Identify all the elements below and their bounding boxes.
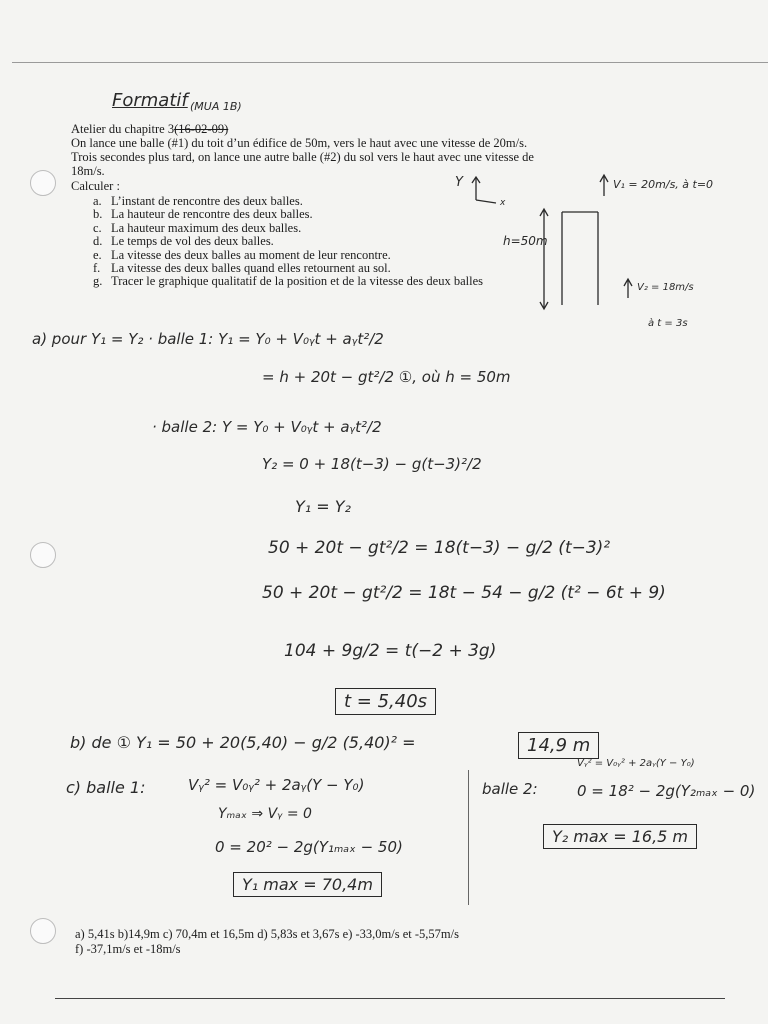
- footer-rule: [55, 998, 725, 999]
- work-a-line-2: = h + 20t − gt²/2 ①, où h = 50m: [262, 368, 511, 386]
- height-label: h=50m: [503, 234, 548, 248]
- answers-line-2: f) -37,1m/s et -18m/s: [75, 942, 181, 956]
- problem-line-2: Trois secondes plus tard, on lance une autre balle (#2) du sol vers le haut avec une vitesse de: [71, 150, 534, 164]
- handwritten-title: Formatif: [112, 90, 188, 111]
- problem-part-a: a. L’instant de rencontre des deux balles.: [93, 194, 303, 208]
- work-a-line-5: Y₁ = Y₂: [295, 497, 351, 516]
- answers-line-1: a) 5,41s b)14,9m c) 70,4m et 16,5m d) 5,83s et 3,67s e) -33,0m/s et -5,57m/s: [75, 927, 459, 941]
- problem-part-c: c. La hauteur maximum des deux balles.: [93, 220, 302, 235]
- v1-label: V₁ = 20m/s, à t=0: [613, 178, 714, 191]
- chapter-date: (16-02-09): [174, 122, 229, 136]
- result-box-time: t = 5,40s: [335, 688, 436, 715]
- handwritten-note: (MUA 1B): [190, 100, 242, 113]
- work-c-line-1: Vᵧ² = V₀ᵧ² + 2aᵧ(Y − Y₀): [188, 776, 365, 794]
- punch-hole-middle: [30, 542, 56, 568]
- work-c-line-2: Yₘₐₓ ⇒ Vᵧ = 0: [218, 806, 312, 822]
- work-a-line-6: 50 + 20t − gt²/2 = 18(t−3) − g/2 (t−3)²: [268, 538, 611, 558]
- chapter-heading: [71, 123, 228, 136]
- result-box-max-height-1: Y₁ max = 70,4m: [233, 872, 382, 897]
- work-b-line: b) de ① Y₁ = 50 + 20(5,40) − g/2 (5,40)² =: [70, 733, 416, 752]
- work-a-line-1: a) pour Y₁ = Y₂ · balle 1: Y₁ = Y₀ + V₀ᵧt + aᵧt²/2: [32, 330, 384, 348]
- punch-hole-top: [30, 170, 56, 196]
- axis-y-label: Y: [455, 175, 463, 190]
- work-c2-line-1: Vᵧ² = V₀ᵧ² + 2aᵧ(Y − Y₀): [577, 758, 695, 769]
- result-box-height: 14,9 m: [518, 732, 599, 759]
- punch-hole-bottom: [30, 918, 56, 944]
- problem-parts-list: [93, 195, 483, 289]
- v2-time-label: à t = 3s: [648, 318, 688, 329]
- work-c-line-3: 0 = 20² − 2g(Y₁ₘₐₓ − 50): [215, 838, 403, 856]
- work-a-line-3: · balle 2: Y = Y₀ + V₀ᵧt + aᵧt²/2: [152, 418, 382, 436]
- v2-label: V₂ = 18m/s: [637, 282, 694, 293]
- problem-part-b: b. La hauteur de rencontre des deux balles.: [93, 207, 313, 222]
- work-a-line-7: 50 + 20t − gt²/2 = 18t − 54 − g/2 (t² − 6t + 9): [262, 583, 666, 603]
- problem-part-e: e. La vitesse des deux balles au moment de leur rencontre.: [93, 247, 391, 262]
- work-c-label: c) balle 1:: [66, 778, 146, 797]
- problem-line-4: Calculer :: [71, 179, 120, 193]
- work-a-line-8: 104 + 9g/2 = t(−2 + 3g): [284, 641, 497, 661]
- result-box-max-height-2: Y₂ max = 16,5 m: [543, 824, 697, 849]
- column-divider: [468, 770, 469, 905]
- page-top-edge: [12, 62, 768, 63]
- problem-part-f: f. La vitesse des deux balles quand elles retournent au sol.: [93, 260, 391, 275]
- work-a-line-4: Y₂ = 0 + 18(t−3) − g(t−3)²/2: [262, 455, 482, 473]
- work-c2-label: balle 2:: [482, 780, 538, 798]
- work-c2-line-2: 0 = 18² − 2g(Y₂ₘₐₓ − 0): [577, 782, 756, 800]
- problem-part-g: g. Tracer le graphique qualitatif de la position et de la vitesse des deux balles: [93, 274, 483, 289]
- problem-line-3: 18m/s.: [71, 164, 105, 178]
- problem-part-d: d. Le temps de vol des deux balles.: [93, 234, 274, 249]
- axis-x-label: x: [500, 198, 506, 208]
- problem-line-1: On lance une balle (#1) du toit d’un édifice de 50m, vers le haut avec une vitesse de 20m/s.: [71, 136, 528, 150]
- chapter-label: Atelier du chapitre 3: [71, 122, 175, 136]
